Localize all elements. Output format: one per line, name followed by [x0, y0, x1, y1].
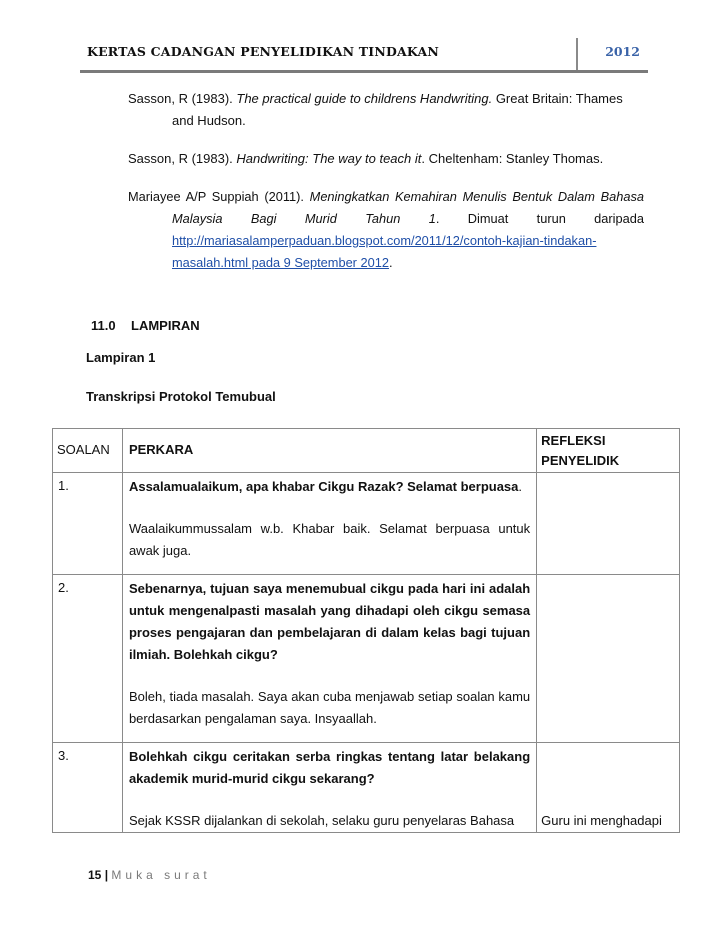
table-row: 2. Sebenarnya, tujuan saya menemubual cikgu pada hari ini adalah untuk mengenalpasti masalah yang dihadapi oleh cikgu semasa proses pengajaran dan pembelajaran di dalam kelas bagi tujuan ilmiah. Bolehkah cikgu? Boleh, tiada masalah. Saya akan cuba menjawab setiap soalan kamu berdasarkan pengalaman saya. Insyaallah. [53, 575, 680, 743]
page-label: Muka surat [111, 868, 211, 882]
reference-link[interactable]: http://mariasalamperpaduan.blogspot.com/2011/12/contoh-kajian-tindakan- [172, 233, 597, 248]
reference-link[interactable]: masalah.html pada 9 September 2012 [172, 255, 389, 270]
appendix-subtitle: Transkripsi Protokol Temubual [86, 389, 276, 404]
reference-entry: Mariayee A/P Suppiah (2011). Meningkatkan Kemahiran Menulis Bentuk Dalam Bahasa Malaysia Bagi Murid Tahun 1. Dimuat turun daripada http://mariasalamperpaduan.blogspot.com/2011/12/contoh-kajian-tindakan- masalah.html pada 9 September 2012. [128, 189, 644, 270]
document-title: KERTAS CADANGAN PENYELIDIKAN TINDAKAN [87, 44, 439, 59]
table-header-row [53, 429, 680, 473]
header-divider [576, 38, 578, 70]
reference-entry: Sasson, R (1983). The practical guide to childrens Handwriting. Great Britain: Thames and Hudson. [128, 91, 623, 128]
page-header [80, 38, 648, 73]
transcript-table [52, 428, 680, 833]
reference-entry: Sasson, R (1983). Handwriting: The way to teach it. Cheltenham: Stanley Thomas. [128, 151, 604, 166]
document-year: 2012 [605, 44, 640, 59]
table-row: 3. Bolehkah cikgu ceritakan serba ringkas tentang latar belakang akademik murid-murid cikgu sekarang? Sejak KSSR dijalankan di sekolah, selaku guru penyelaras Bahasa Guru ini menghadapi [53, 743, 680, 833]
appendix-label: Lampiran 1 [86, 350, 156, 365]
section-heading: 11.0 LAMPIRAN [91, 318, 200, 333]
table-row: 1. Assalamualaikum, apa khabar Cikgu Razak? Selamat berpuasa. Waalaikummussalam w.b. Khabar baik. Selamat berpuasa untuk awak juga. [53, 473, 680, 575]
page-number: 15 [88, 868, 102, 882]
page-footer: 15 | Muka surat [88, 868, 211, 882]
header-perkara: PERKARA [122, 429, 536, 473]
header-refleksi: REFLEKSI PENYELIDIK [537, 429, 680, 473]
header-soalan: SOALAN [53, 429, 123, 473]
